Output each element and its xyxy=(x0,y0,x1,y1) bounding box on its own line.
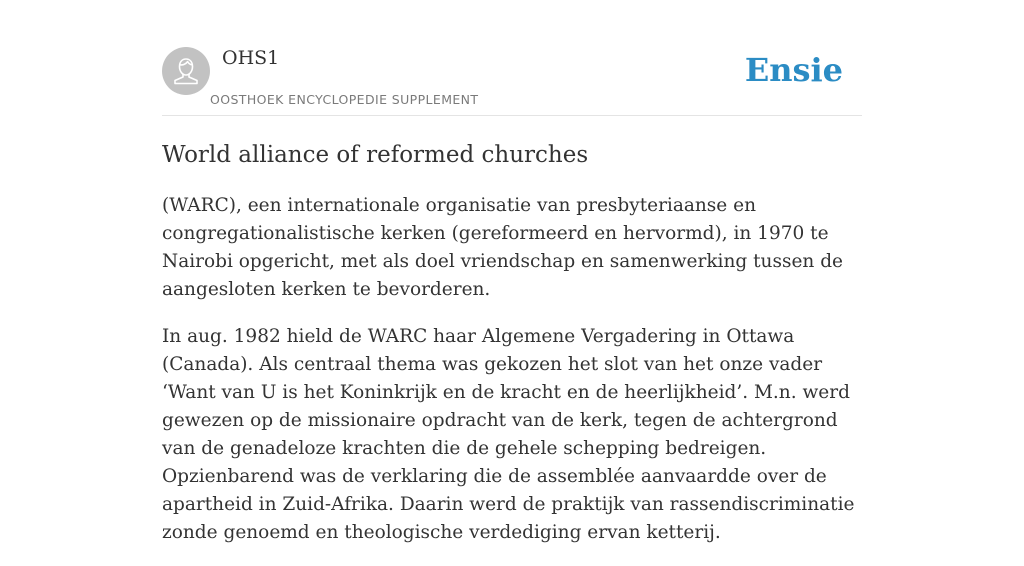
article-paragraph: (WARC), een internationale organisatie van presbyteriaanse en congregationalistische kerken (gereformeerd en hervormd), in 1970 te Nairobi opgericht, met als doel vriendschap en samenwerking tussen de aangesloten kerken te bevorderen. xyxy=(162,195,843,300)
user-icon xyxy=(162,47,210,95)
article-paragraph: In aug. 1982 hield de WARC haar Algemene Vergadering in Ottawa (Canada). Als centraal thema was gekozen het slot van het onze vader ‘Want van U is het Koninkrijk en de kracht en de heerlijkheid’. M.n. werd gewezen op de missionaire opdracht van de kerk, tegen de achtergrond van de genadeloze krachten die de gehele schepping bedreigen. Opzienbarend was de verklaring die de assemblée aanvaardde over de apartheid in Zuid-Afrika. Daarin werd de praktijk van rassendiscriminatie zonde genoemd en theologische verdediging ervan ketterij. xyxy=(162,326,855,543)
article-title: World alliance of reformed churches xyxy=(162,142,589,168)
brand-logo-link[interactable]: Ensie xyxy=(744,51,843,89)
page-header xyxy=(162,47,862,115)
source-label: OOSTHOEK ENCYCLOPEDIE SUPPLEMENT xyxy=(210,92,479,107)
article-body xyxy=(162,192,862,566)
avatar[interactable] xyxy=(162,47,210,95)
header-divider xyxy=(162,115,862,116)
author-link[interactable]: OHS1 xyxy=(222,47,280,69)
